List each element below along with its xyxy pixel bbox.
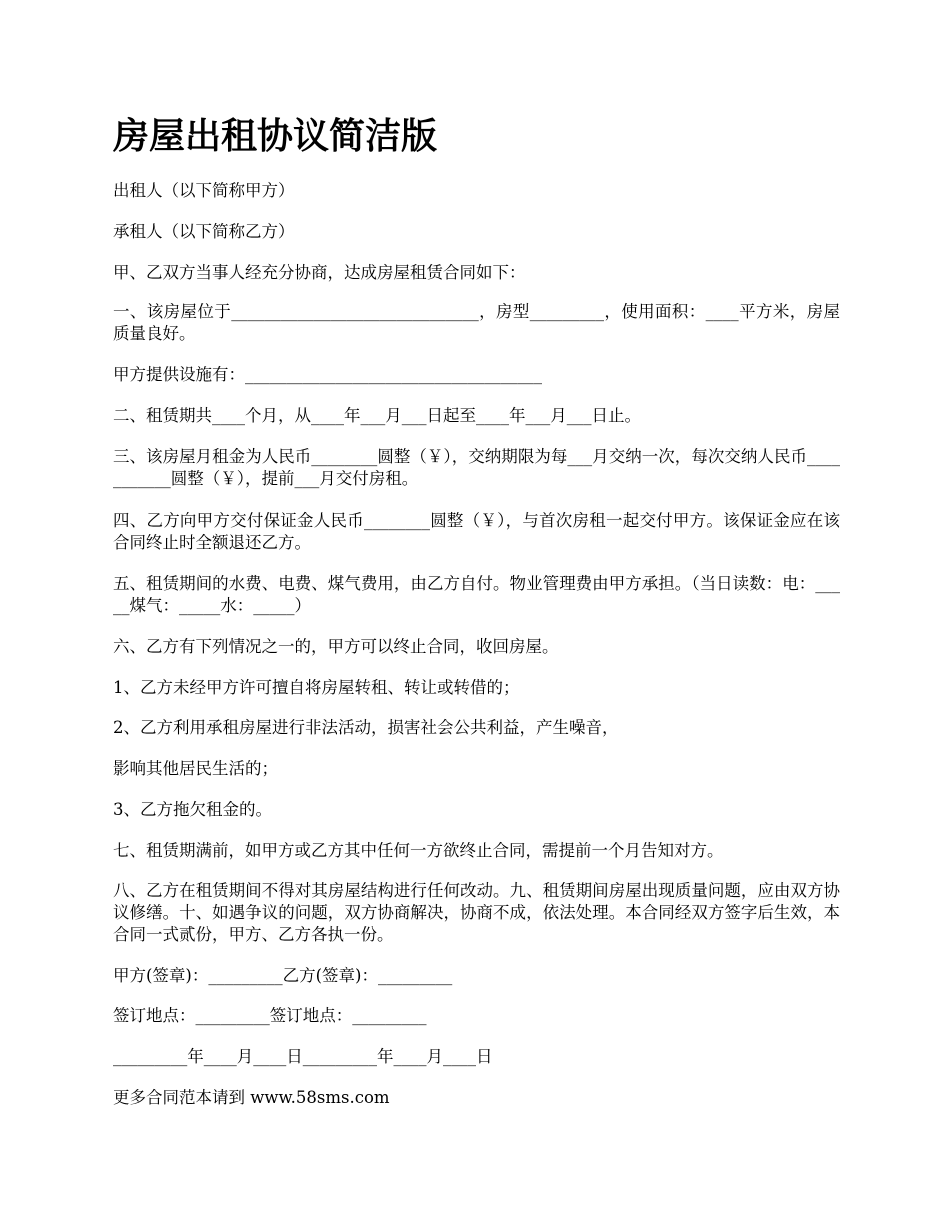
clause-1-location: 一、该房屋位于______________________________，房型_________，使用面积：____平方米，房屋质量良好。	[113, 302, 840, 343]
footer-link-text: 更多合同范本请到 www.58sms.com	[113, 1088, 390, 1107]
signature-line: 甲方(签章)：_________乙方(签章)：_________	[113, 966, 453, 985]
termination-item-2-cont: 影响其他居民生活的；	[113, 759, 278, 778]
termination-item-3: 3、乙方拖欠租金的。	[113, 800, 272, 819]
facilities-line: 甲方提供设施有：____________________________________	[113, 365, 542, 384]
clause-6-termination: 六、乙方有下列情况之一的，甲方可以终止合同，收回房屋。	[113, 637, 559, 656]
termination-item-2: 2、乙方利用承租房屋进行非法活动，损害社会公共利益，产生噪音，	[113, 718, 619, 737]
preamble-paragraph: 甲、乙双方当事人经充分协商，达成房屋租赁合同如下：	[113, 263, 526, 282]
lessee-line: 承租人（以下简称乙方）	[113, 222, 295, 241]
clause-4-deposit: 四、乙方向甲方交付保证金人民币________圆整（￥），与首次房租一起交付甲方。该保证金应在该合同终止时全额退还乙方。	[113, 511, 840, 552]
clause-8-10-general: 八、乙方在租赁期间不得对其房屋结构进行任何改动。九、租赁期间房屋出现质量问题，应由双方协议修缮。十、如遇争议的问题，双方协商解决，协商不成，依法处理。本合同经双方签字后生效，本合同一式贰份，甲方、乙方各执一份。	[113, 881, 840, 944]
lessor-line: 出租人（以下简称甲方）	[113, 181, 295, 200]
termination-item-1: 1、乙方未经甲方许可擅自将房屋转租、转让或转借的；	[113, 678, 520, 697]
signing-place-line: 签订地点：_________签订地点：_________	[113, 1006, 427, 1025]
clause-3-rent: 三、该房屋月租金为人民币________圆整（￥），交纳期限为每___月交纳一次，每次交纳人民币___________圆整（￥），提前___月交付房租。	[113, 447, 840, 488]
date-line: _________年____月____日_________年____月____日	[113, 1047, 493, 1066]
clause-7-notice: 七、租赁期满前，如甲方或乙方其中任何一方欲终止合同，需提前一个月告知对方。	[113, 841, 724, 860]
clause-5-utilities: 五、租赁期间的水费、电费、煤气费用，由乙方自付。物业管理费由甲方承担。（当日读数：电：_____煤气：_____水：_____）	[113, 574, 840, 615]
clause-2-term: 二、租赁期共____个月，从____年___月___日起至____年___月___日止。	[113, 406, 641, 425]
document-title: 房屋出租协议简洁版	[113, 115, 438, 157]
